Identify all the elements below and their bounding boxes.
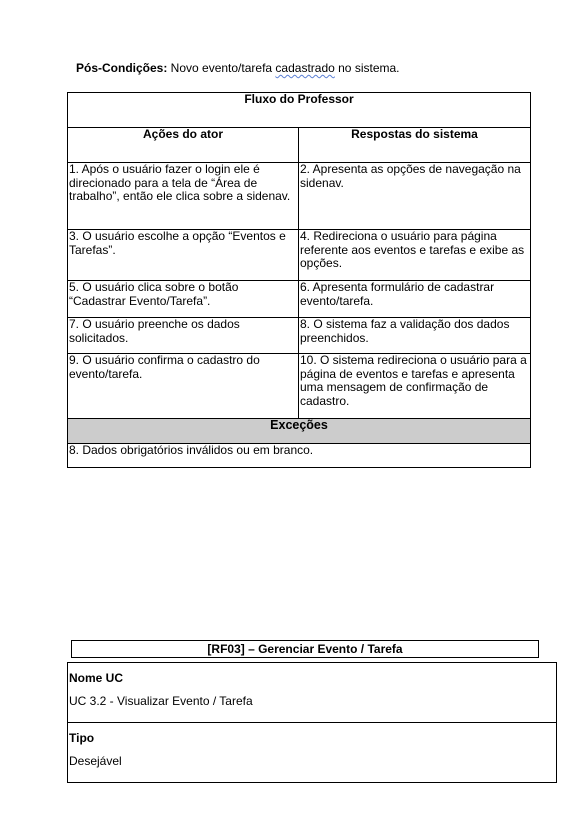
uc-name-label: Nome UC	[69, 671, 124, 685]
uc-header: [RF03] – Gerenciar Evento / Tarefa	[71, 640, 539, 658]
table-row	[68, 281, 531, 318]
actor-cell: 7. O usuário preenche os dados solicitados.	[68, 318, 299, 354]
uc-name-section	[68, 663, 556, 723]
table-row	[68, 318, 531, 354]
actor-cell: 9. O usuário confirma o cadastro do evento/tarefa.	[68, 354, 299, 419]
exceptions-title: Exceções	[68, 419, 531, 444]
flow-table	[67, 92, 531, 468]
uc-name-value: UC 3.2 - Visualizar Evento / Tarefa	[69, 694, 253, 708]
system-cell: 8. O sistema faz a validação dos dados preenchidos.	[299, 318, 531, 354]
uc-type-value: Desejável	[69, 754, 122, 768]
exceptions-header-row	[68, 419, 531, 444]
uc-details-box	[67, 662, 557, 783]
actor-cell: 5. O usuário clica sobre o botão “Cadastrar Evento/Tarefa”.	[68, 281, 299, 318]
post-conditions-label: Pós-Condições:	[76, 61, 168, 75]
flow-title: Fluxo do Professor	[68, 93, 531, 128]
uc-type-section	[68, 723, 556, 782]
post-conditions-text-after: no sistema.	[334, 61, 400, 75]
exceptions-row	[68, 444, 531, 468]
col-actor-header: Ações do ator	[68, 128, 299, 163]
post-conditions-text-underlined: cadastrado	[275, 61, 335, 75]
system-cell: 10. O sistema redireciona o usuário para a página de eventos e tarefas e apresenta uma mensagem de confirmação de cadastro.	[299, 354, 531, 419]
flow-title-row	[68, 93, 531, 128]
table-row	[68, 354, 531, 419]
exceptions-text: 8. Dados obrigatórios inválidos ou em branco.	[68, 444, 531, 468]
post-conditions-text-before: Novo evento/tarefa	[167, 61, 276, 75]
system-cell: 4. Redireciona o usuário para página referente aos eventos e tarefas e exibe as opções.	[299, 230, 531, 281]
uc-type-label: Tipo	[69, 731, 95, 745]
actor-cell: 1. Após o usuário fazer o login ele é direcionado para a tela de “Área de trabalho”, então ele clica sobre a sidenav.	[68, 163, 299, 230]
table-row	[68, 163, 531, 230]
table-row	[68, 230, 531, 281]
flow-header-row	[68, 128, 531, 163]
col-system-header: Respostas do sistema	[299, 128, 531, 163]
system-cell: 2. Apresenta as opções de navegação na sidenav.	[299, 163, 531, 230]
actor-cell: 3. O usuário escolhe a opção “Eventos e Tarefas”.	[68, 230, 299, 281]
post-conditions	[76, 61, 400, 75]
system-cell: 6. Apresenta formulário de cadastrar evento/tarefa.	[299, 281, 531, 318]
